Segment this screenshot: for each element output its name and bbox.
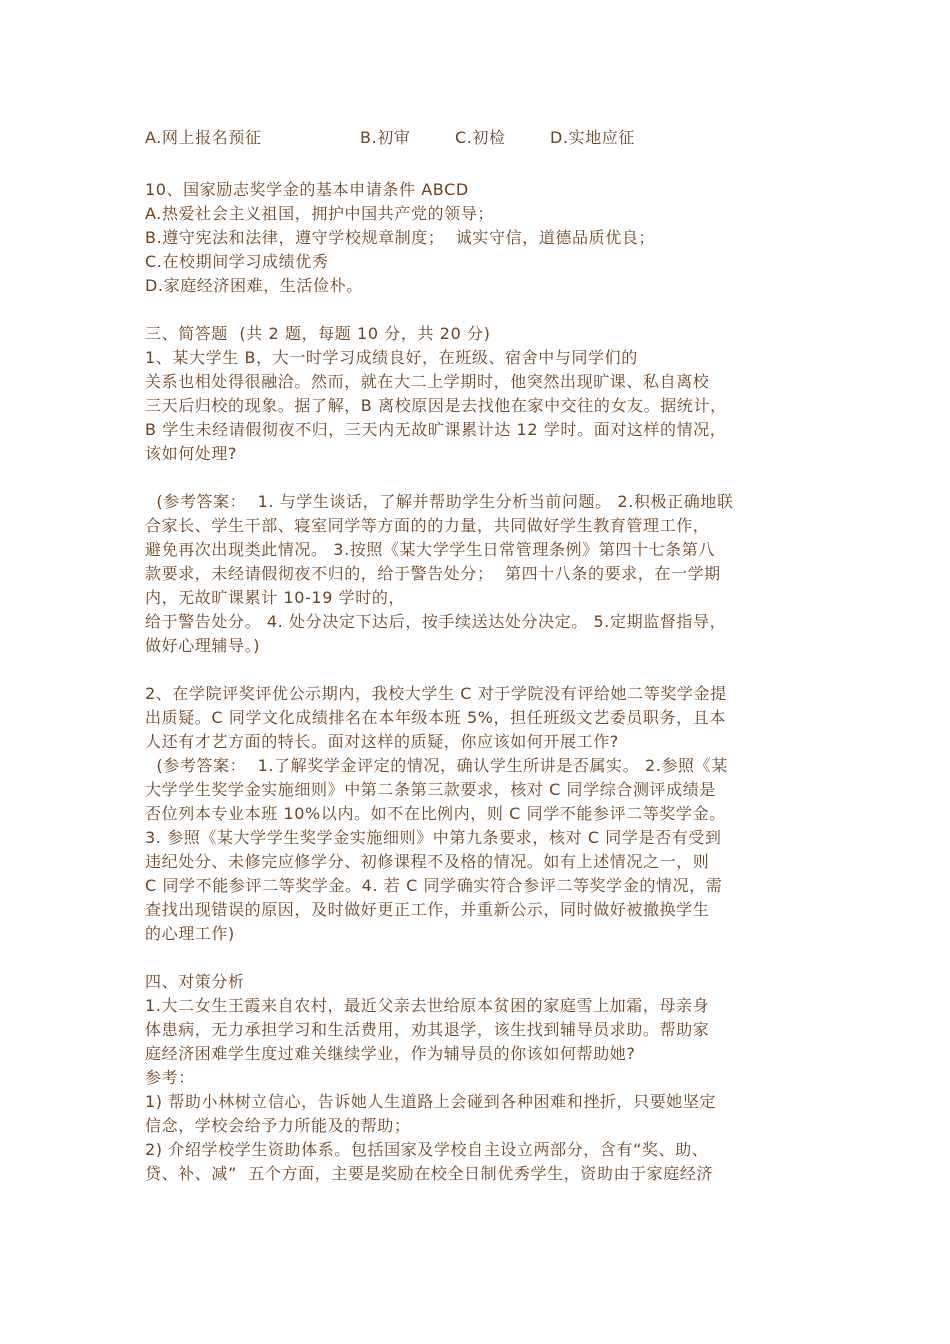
s3-q2-answer-line: 违纪处分、未修完应修学分、初修课程不及格的情况。如有上述情况之一，则 <box>145 852 710 871</box>
s3-q2-line: 人还有才艺方面的特长。面对这样的质疑，你应该如何开展工作? <box>145 732 619 751</box>
s3-q2-answer-line: 3. 参照《某大学学生奖学金实施细则》中第九条要求，核对 C 同学是否有受到 <box>145 828 722 847</box>
section3-heading: 三、简答题 (共 2 题，每题 10 分，共 20 分) <box>145 324 491 343</box>
s3-q2-answer-line: (参考答案： 1.了解奖学金评定的情况，确认学生所讲是否属实。 2.参照《某 <box>145 756 728 775</box>
q10-title: 10、国家励志奖学金的基本申请条件 ABCD <box>145 180 469 199</box>
s3-q1-answer-line: (参考答案： 1. 与学生谈话，了解并帮助学生分析当前问题。 2.积极正确地联 <box>145 492 734 511</box>
s3-q1-line: 1、某大学生 B，大一时学习成绩良好，在班级、宿舍中与同学们的 <box>145 348 638 367</box>
q10-option-d: D.家庭经济困难，生活俭朴。 <box>145 276 363 295</box>
q9-option-c: C.初检 <box>455 128 506 147</box>
s3-q2-line: 2、在学院评奖评优公示期内，我校大学生 C 对于学院没有评给她二等奖学金提 <box>145 684 727 703</box>
q10-option-b: B.遵守宪法和法律，遵守学校规章制度； 诚实守信，道德品质优良； <box>145 228 656 247</box>
document-page <box>145 122 825 1186</box>
q9-options-row <box>145 122 825 154</box>
spacer <box>145 298 825 322</box>
s4-reference-label: 参考： <box>145 1068 195 1087</box>
s4-q1-line: 1.大二女生王霞来自农村，最近父亲去世给原本贫困的家庭雪上加霜，母亲身 <box>145 996 710 1015</box>
q10-option-a: A.热爱社会主义祖国，拥护中国共产党的领导； <box>145 204 494 223</box>
s3-q1-line: 关系也相处得很融洽。然而，就在大二上学期时，他突然出现旷课、私自离校 <box>145 372 710 391</box>
s3-q1-line: 三天后归校的现象。据了解，B 离校原因是去找他在家中交往的女友。据统计， <box>145 396 727 415</box>
s3-q1-answer-line: 避免再次出现类此情况。 3.按照《某大学学生日常管理条例》第四十七条第八 <box>145 540 715 559</box>
q9-option-d: D.实地应征 <box>550 128 636 147</box>
s4-reference-line: 1) 帮助小林树立信心，告诉她人生道路上会碰到各种困难和挫折，只要她坚定 <box>145 1092 717 1111</box>
s4-reference-line: 贷、补、减” 五个方面，主要是奖励在校全日制优秀学生，资助由于家庭经济 <box>145 1164 714 1183</box>
s3-q1-answer-line: 合家长、学生干部、寝室同学等方面的的力量，共同做好学生教育管理工作， <box>145 516 710 535</box>
spacer <box>145 658 825 682</box>
s3-q1-answer-line: 内，无故旷课累计 10-19 学时的， <box>145 588 406 607</box>
s4-reference-line: 2) 介绍学校学生资助体系。包括国家及学校自主设立两部分，含有“奖、助、 <box>145 1140 709 1159</box>
spacer <box>145 946 825 970</box>
spacer <box>145 154 825 178</box>
s3-q1-answer-line: 款要求，未经请假彻夜不归的，给于警告处分； 第四十八条的要求，在一学期 <box>145 564 721 583</box>
q9-option-a: A.网上报名预征 <box>145 128 262 147</box>
spacer <box>145 466 825 490</box>
s3-q2-answer-line: 查找出现错误的原因，及时做好更正工作，并重新公示，同时做好被撤换学生 <box>145 900 710 919</box>
s3-q2-answer-line: 大学学生奖学金实施细则》中第二条第三款要求，核对 C 同学综合测评成绩是 <box>145 780 716 799</box>
q10-option-c: C.在校期间学习成绩优秀 <box>145 252 329 271</box>
s4-reference-line: 信念，学校会给予力所能及的帮助； <box>145 1116 411 1135</box>
s3-q1-answer-line: 做好心理辅导。) <box>145 636 261 655</box>
s4-q1-line: 体患病，无力承担学习和生活费用，劝其退学，该生找到辅导员求助。帮助家 <box>145 1020 710 1039</box>
s3-q2-line: 出质疑。C 同学文化成绩排名在本年级本班 5%，担任班级文艺委员职务，且本 <box>145 708 726 727</box>
s3-q2-answer-line: 的心理工作) <box>145 924 235 943</box>
q9-option-b: B.初审 <box>360 128 411 147</box>
section4-heading: 四、对策分析 <box>145 972 245 991</box>
s4-q1-line: 庭经济困难学生度过难关继续学业，作为辅导员的你该如何帮助她? <box>145 1044 636 1063</box>
s3-q2-answer-line: C 同学不能参评二等奖学金。4. 若 C 同学确实符合参评二等奖学金的情况，需 <box>145 876 723 895</box>
s3-q1-line: B 学生未经请假彻夜不归，三天内无故旷课累计达 12 学时。面对这样的情况， <box>145 420 727 439</box>
s3-q2-answer-line: 否位列本专业本班 10%以内。如不在比例内，则 C 同学不能参评二等奖学金。 <box>145 804 726 823</box>
s3-q1-answer-line: 给于警告处分。 4. 处分决定下达后，按手续送达处分决定。 5.定期监督指导， <box>145 612 727 631</box>
s3-q1-line: 该如何处理? <box>145 444 238 463</box>
